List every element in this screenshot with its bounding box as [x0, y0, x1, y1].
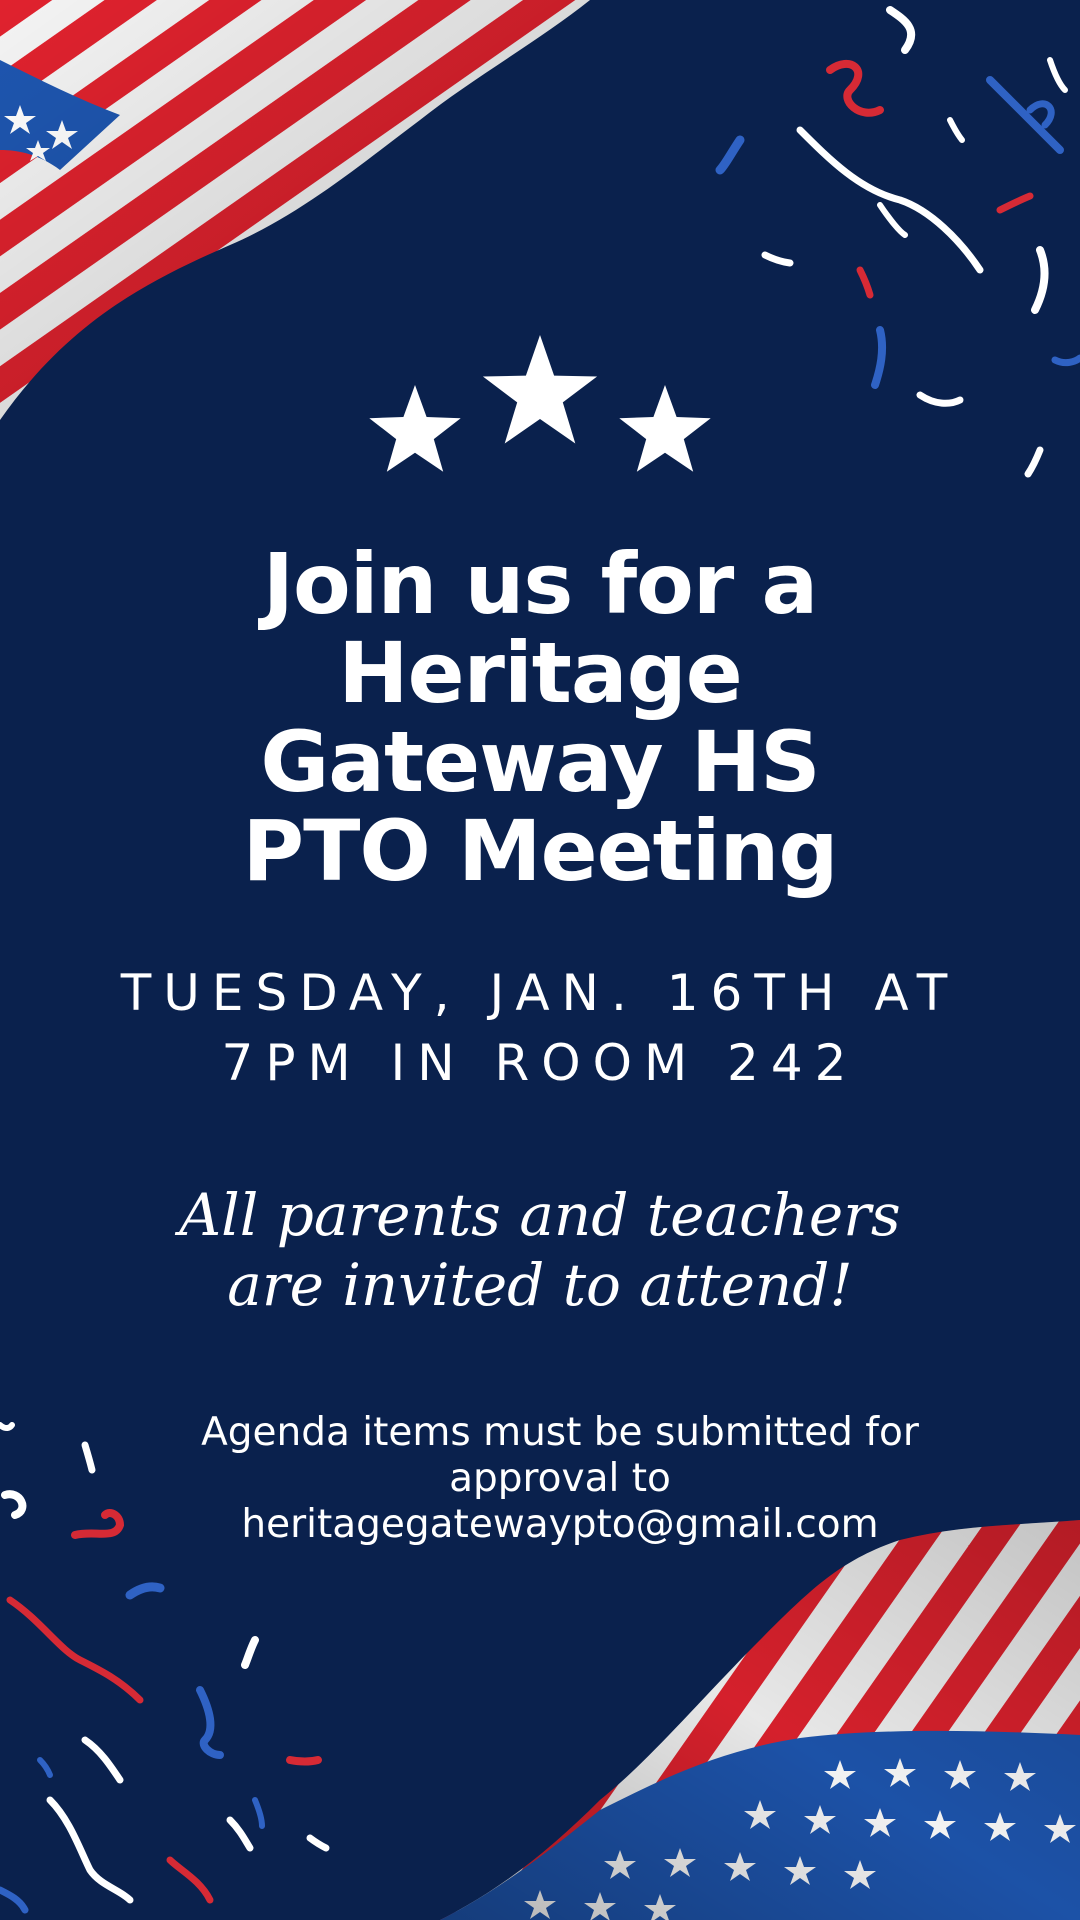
- meeting-details-line-2: 7PM IN ROOM 242: [221, 1034, 859, 1092]
- top-left-flag-icon: [0, 0, 590, 420]
- agenda-note: [110, 1410, 1010, 1548]
- bottom-right-flag-icon: [440, 1520, 1080, 1920]
- invitation: [60, 1180, 1020, 1320]
- agenda-line-2: approval to: [449, 1456, 671, 1501]
- invitation-line-1: All parents and teachers: [179, 1181, 901, 1249]
- headline-line-1: Join us for a: [262, 535, 818, 633]
- meeting-details-line-1: TUESDAY, JAN. 16TH AT: [120, 964, 960, 1022]
- invitation-line-2: are invited to attend!: [227, 1251, 853, 1319]
- headline-line-4: PTO Meeting: [242, 802, 838, 900]
- agenda-line-1: Agenda items must be submitted for: [201, 1410, 919, 1455]
- headline: [90, 535, 990, 900]
- agenda-email: heritagegatewaypto@gmail.com: [241, 1502, 879, 1547]
- headline-line-3: Gateway HS: [260, 713, 820, 811]
- top-right-confetti-icon: [720, 10, 1080, 474]
- three-stars-icon: [369, 335, 710, 472]
- headline-line-2: Heritage: [338, 624, 742, 722]
- meeting-details: [60, 958, 1020, 1098]
